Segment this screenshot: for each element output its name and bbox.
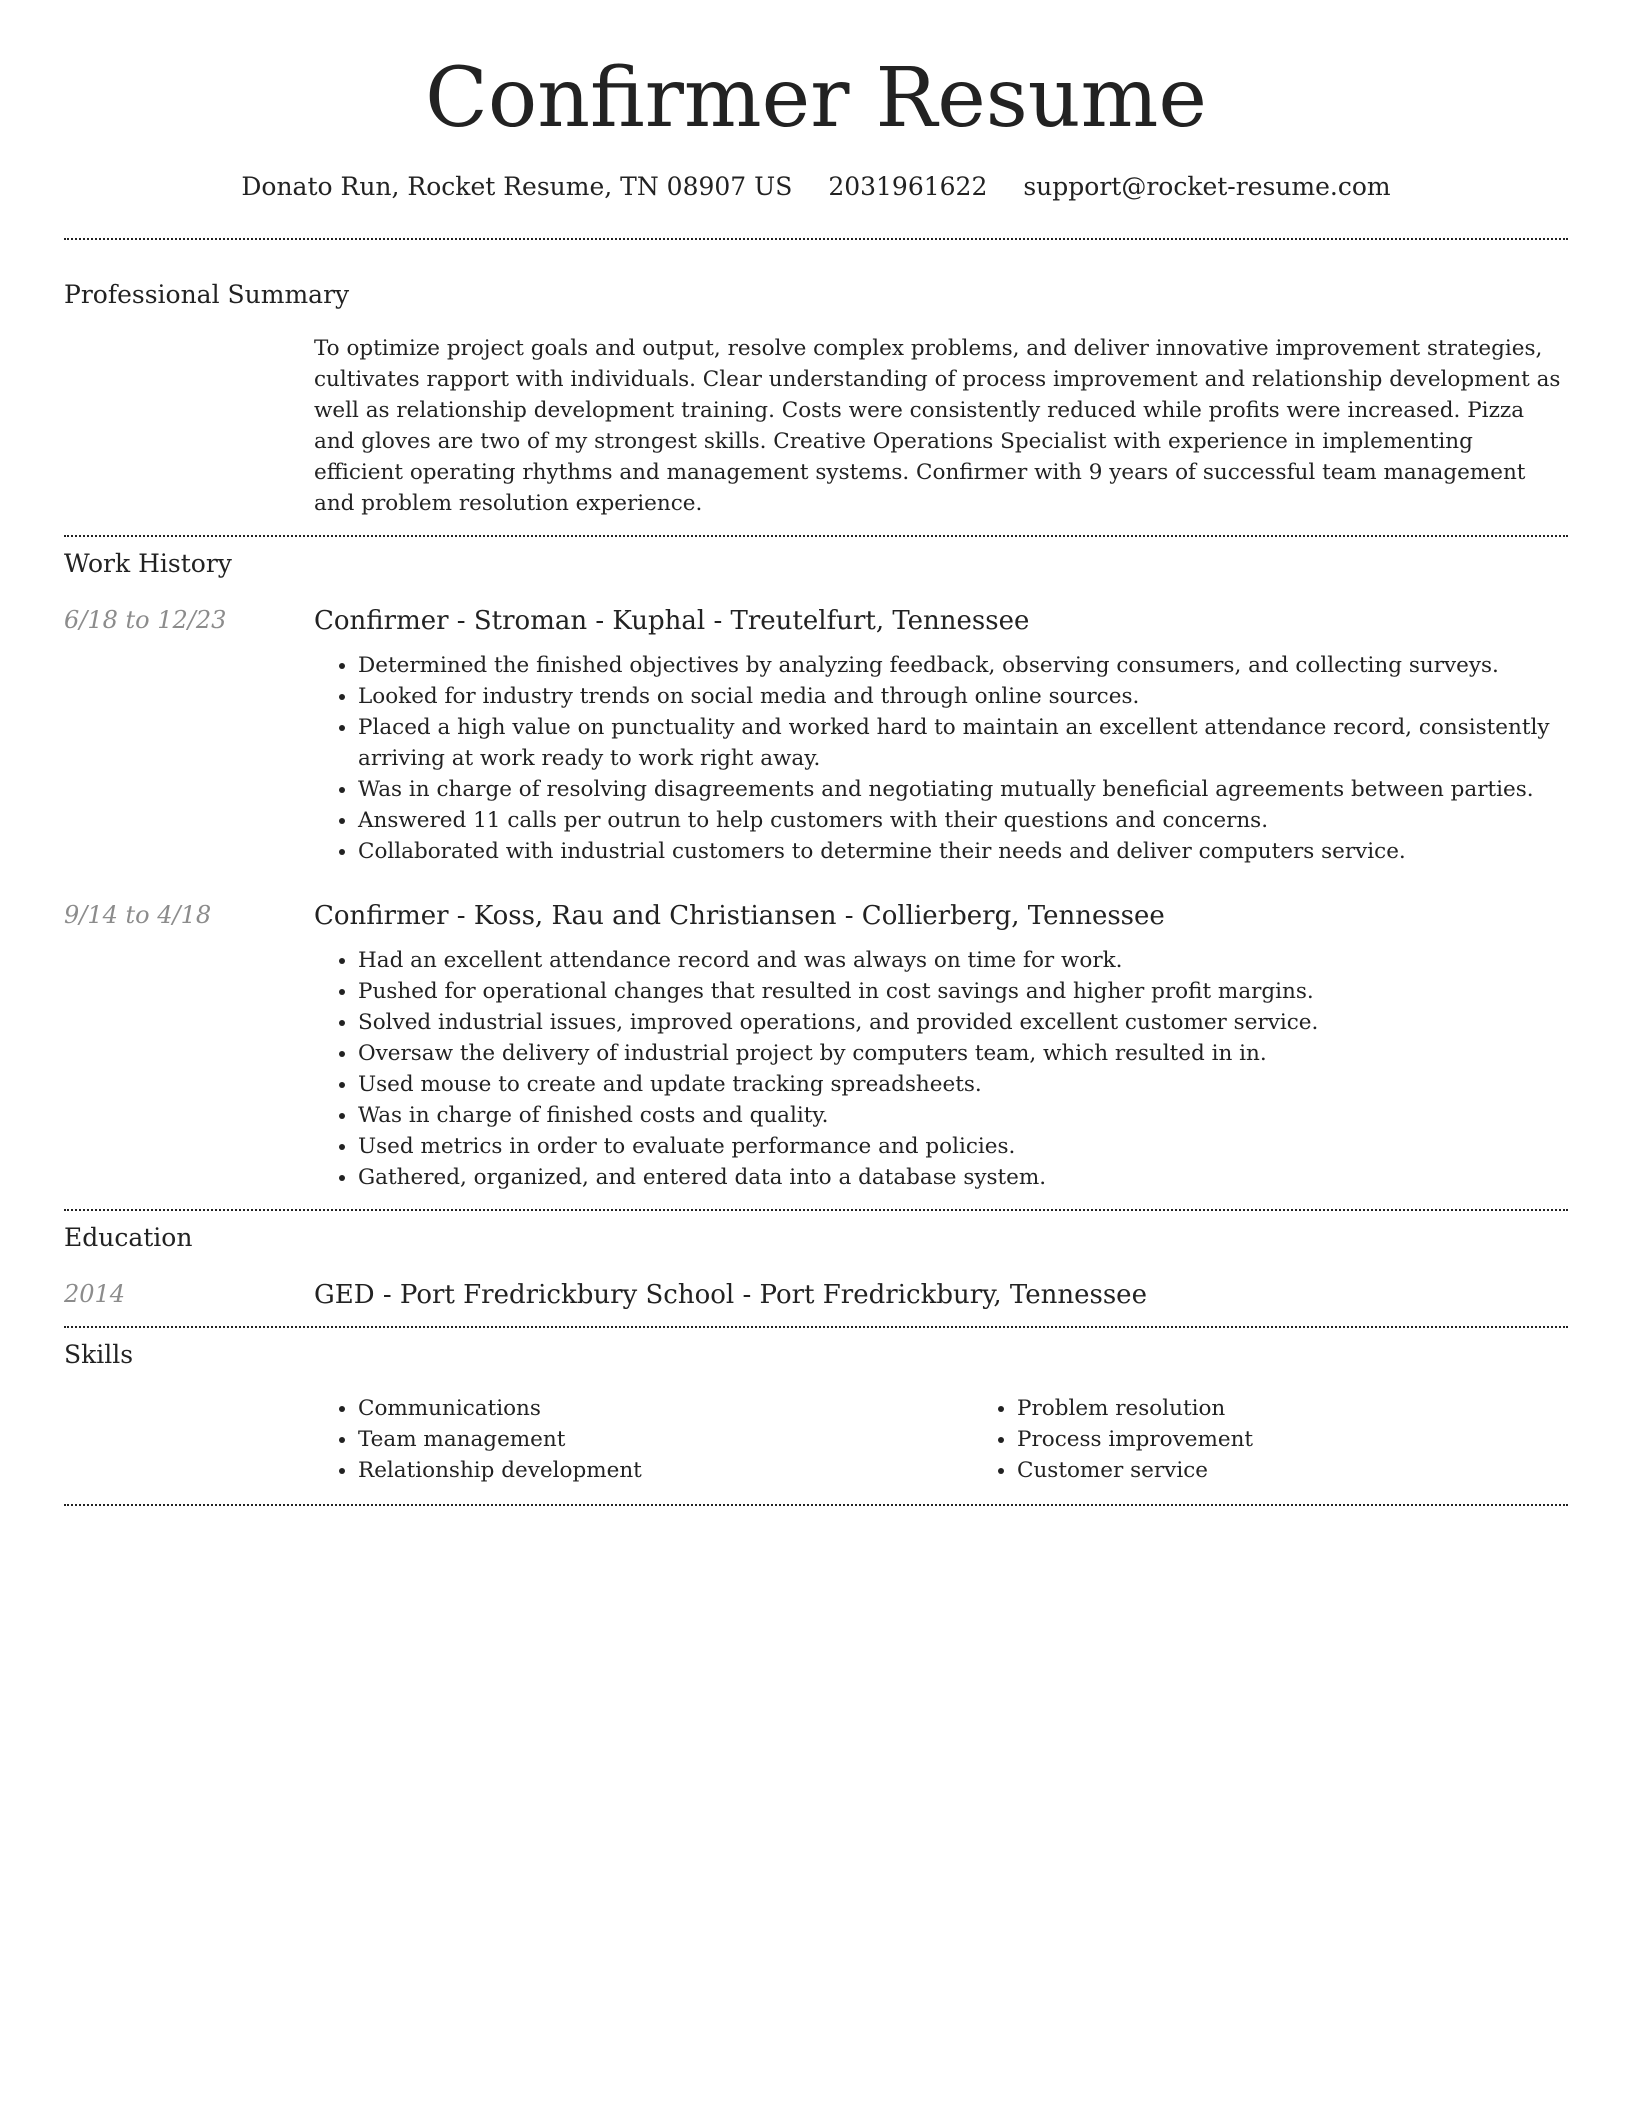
skill-item: • Team management: [358, 1424, 973, 1455]
summary-row: [64, 333, 1568, 519]
contact-line: [64, 172, 1568, 201]
skills-row: [64, 1393, 1568, 1486]
divider: [64, 535, 1568, 537]
job-bullet: • Placed a high value on punctuality and worked hard to maintain an excellent attendance record, consistently arriving at work ready to work right away.: [358, 712, 1568, 774]
summary-section: [64, 280, 1568, 519]
job-bullet: • Had an excellent attendance record and was always on time for work.: [358, 945, 1568, 976]
job-bullet: • Solved industrial issues, improved operations, and provided excellent customer service.: [358, 1007, 1568, 1038]
education-entry: [64, 1280, 1568, 1310]
job-bullet: • Looked for industry trends on social media and through online sources.: [358, 681, 1568, 712]
work-history-section: [64, 549, 1568, 1193]
skills-title: Skills: [64, 1340, 134, 1369]
job-bullet: • Determined the finished objectives by analyzing feedback, observing consumers, and collecting surveys.: [358, 650, 1568, 681]
job-bullet: • Was in charge of finished costs and quality.: [358, 1100, 1568, 1131]
job-bullet: • Gathered, organized, and entered data into a database system.: [358, 1162, 1568, 1193]
skill-item: • Relationship development: [358, 1455, 973, 1486]
contact-email: support@rocket-resume.com: [1023, 172, 1391, 201]
skill-item: • Customer service: [1017, 1455, 1632, 1486]
job-bullet: • Collaborated with industrial customers to determine their needs and deliver computers service.: [358, 836, 1568, 867]
job-title: Confirmer - Koss, Rau and Christiansen - Collierberg, Tennessee: [314, 901, 1165, 931]
job-bullet: • Oversaw the delivery of industrial project by computers team, which resulted in in.: [358, 1038, 1568, 1069]
resume-content: [64, 0, 1568, 1506]
job-title: Confirmer - Stroman - Kuphal - Treutelfurt, Tennessee: [314, 606, 1030, 636]
job-bullet: • Pushed for operational changes that resulted in cost savings and higher profit margins.: [358, 976, 1568, 1007]
job-dates: 6/18 to 12/23: [64, 606, 227, 634]
job-bullets: [314, 650, 1568, 867]
work-history-title: Work History: [64, 549, 232, 578]
job-entry: [64, 901, 1568, 1193]
education-year: 2014: [64, 1280, 126, 1308]
skill-item: • Communications: [358, 1393, 973, 1424]
education-degree: GED - Port Fredrickbury School - Port Fredrickbury, Tennessee: [314, 1280, 1147, 1310]
education-title: Education: [64, 1223, 193, 1252]
summary-title: Professional Summary: [64, 280, 350, 309]
job-bullets: [314, 945, 1568, 1193]
skills-list-left: [314, 1393, 973, 1486]
skill-item: • Process improvement: [1017, 1424, 1632, 1455]
divider: [64, 238, 1568, 240]
job-dates: 9/14 to 4/18: [64, 901, 212, 929]
divider: [64, 1504, 1568, 1506]
job-bullet: • Was in charge of resolving disagreements and negotiating mutually beneficial agreements between parties.: [358, 774, 1568, 805]
resume-name: Confirmer Resume: [425, 51, 1207, 146]
skills-list-right: [973, 1393, 1632, 1486]
job-bullet: • Used metrics in order to evaluate performance and policies.: [358, 1131, 1568, 1162]
job-bullet: • Answered 11 calls per outrun to help customers with their questions and concerns.: [358, 805, 1568, 836]
contact-address: Donato Run, Rocket Resume, TN 08907 US: [241, 172, 793, 201]
summary-text: To optimize project goals and output, resolve complex problems, and deliver innovative improvement strategies, cultivates rapport with individuals. Clear understanding of process improvement and relationship development as well as relationship development training. Costs were consistently reduced while profits were increased. Pizza and gloves are two of my strongest skills. Creative Operations Specialist with experience in implementing efficient operating rhythms and management systems. Confirmer with 9 years of successful team management and problem resolution experience.: [314, 336, 1561, 516]
job-entry: [64, 606, 1568, 867]
divider: [64, 1209, 1568, 1211]
job-bullet: • Used mouse to create and update tracking spreadsheets.: [358, 1069, 1568, 1100]
divider: [64, 1326, 1568, 1328]
contact-phone: 2031961622: [828, 172, 988, 201]
education-section: [64, 1223, 1568, 1310]
skills-section: [64, 1340, 1568, 1486]
skill-item: • Problem resolution: [1017, 1393, 1632, 1424]
